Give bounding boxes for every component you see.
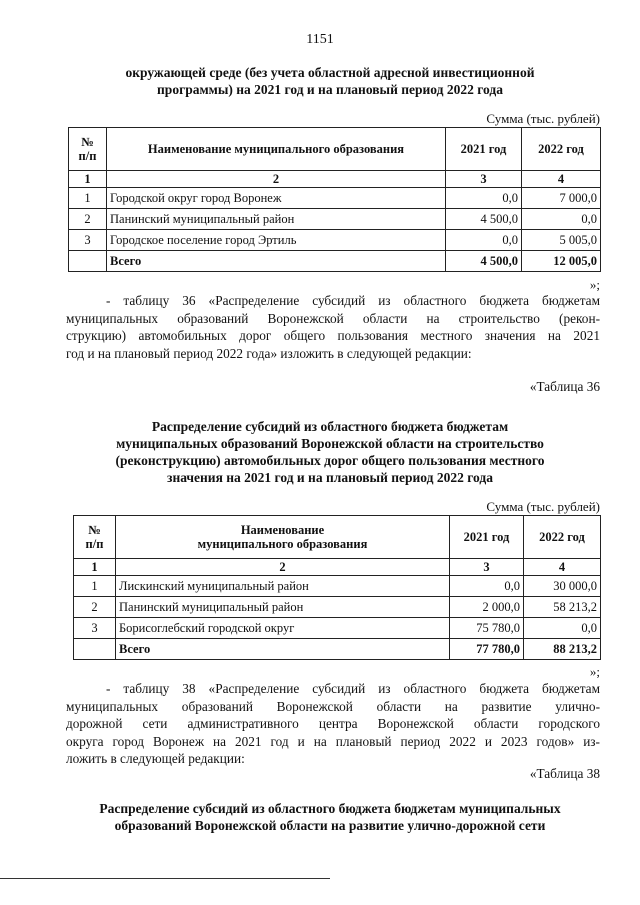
col-header-num: № п/п: [69, 128, 107, 171]
heading-line: значения на 2021 год и на плановый период 2022 года: [167, 470, 493, 485]
heading-line: (реконструкцию) автомобильных дорог общего пользования местного: [115, 453, 545, 468]
row-number: 1: [74, 576, 116, 597]
table1-heading: [70, 64, 590, 98]
col-header-name: Наименование муниципального образования: [116, 516, 450, 559]
paragraph-line: дорожной сети административного центра Воронежской области городского: [66, 716, 600, 732]
footer-rule: [0, 878, 330, 879]
row-name: Лискинский муниципальный район: [116, 576, 450, 597]
table-total-row: [74, 639, 601, 660]
table-row: [74, 576, 601, 597]
page-number: 1151: [306, 32, 334, 47]
col-header-num: № п/п: [74, 516, 116, 559]
table2-closing-quote: »;: [589, 664, 600, 679]
row-value-2022: 58 213,2: [524, 597, 601, 618]
row-name: Панинский муниципальный район: [116, 597, 450, 618]
paragraph-line: ложить в следующей редакции:: [66, 751, 245, 767]
table-index-row: [69, 171, 601, 188]
row-number: 2: [69, 209, 107, 230]
table-row: [69, 209, 601, 230]
row-value-2022: 7 000,0: [522, 188, 601, 209]
paragraph-line: - таблицу 38 «Распределение субсидий из областного бюджета бюджетам: [106, 681, 600, 696]
row-name: Городское поселение город Эртиль: [107, 230, 446, 251]
table-row: [69, 188, 601, 209]
index-cell: 2: [107, 171, 446, 188]
table-total-row: [69, 251, 601, 272]
index-cell: 3: [446, 171, 522, 188]
col-header-2021: 2021 год: [450, 516, 524, 559]
col-header-2022: 2022 год: [524, 516, 601, 559]
row-value-2022: 0,0: [524, 618, 601, 639]
total-value-2022: 88 213,2: [524, 639, 601, 660]
row-name: Борисоглебский городской округ: [116, 618, 450, 639]
total-label: Всего: [116, 639, 450, 660]
total-value-2021: 4 500,0: [446, 251, 522, 272]
row-value-2021: 75 780,0: [450, 618, 524, 639]
row-value-2021: 0,0: [446, 188, 522, 209]
row-name: Городской округ город Воронеж: [107, 188, 446, 209]
index-cell: 1: [69, 171, 107, 188]
row-value-2022: 0,0: [522, 209, 601, 230]
table2-units: Сумма (тыс. рублей): [486, 499, 600, 514]
row-value-2021: 2 000,0: [450, 597, 524, 618]
paragraph-line: - таблицу 36 «Распределение субсидий из областного бюджета бюджетам: [106, 293, 600, 308]
row-value-2022: 5 005,0: [522, 230, 601, 251]
paragraph-line: муниципальных образований Воронежской области на строительство (рекон-: [66, 310, 600, 326]
total-empty-cell: [74, 639, 116, 660]
heading-line: окружающей среде (без учета областной адресной инвестиционной: [125, 65, 535, 80]
table-row: [74, 618, 601, 639]
table-row: [69, 230, 601, 251]
heading-line: Распределение субсидий из областного бюджета бюджетам: [151, 419, 509, 434]
table-header-row: [74, 516, 601, 559]
index-cell: 4: [524, 559, 601, 576]
total-value-2021: 77 780,0: [450, 639, 524, 660]
index-cell: 3: [450, 559, 524, 576]
paragraph-table38: [66, 680, 600, 768]
row-number: 1: [69, 188, 107, 209]
heading-line: муниципальных образований Воронежской области на строительство: [116, 436, 544, 451]
row-value-2021: 0,0: [446, 230, 522, 251]
table2: [73, 515, 601, 660]
row-number: 3: [69, 230, 107, 251]
table1-closing-quote: »;: [589, 277, 600, 292]
heading-line: программы) на 2021 год и на плановый период 2022 года: [157, 82, 503, 97]
heading-line: образований Воронежской области на развитие улично-дорожной сети: [114, 818, 546, 833]
index-cell: 2: [116, 559, 450, 576]
col-header-2021: 2021 год: [446, 128, 522, 171]
table-index-row: [74, 559, 601, 576]
total-label: Всего: [107, 251, 446, 272]
table38-heading: [60, 800, 600, 834]
total-value-2022: 12 005,0: [522, 251, 601, 272]
paragraph-table36: [66, 292, 600, 362]
row-name: Панинский муниципальный район: [107, 209, 446, 230]
paragraph-line: муниципальных образований Воронежской области на развитие улично-: [66, 698, 600, 714]
table2-heading: [70, 418, 590, 486]
index-cell: 4: [522, 171, 601, 188]
col-header-2022: 2022 год: [522, 128, 601, 171]
paragraph-line: год и на плановый период 2022 года» изложить в следующей редакции:: [66, 345, 472, 361]
total-empty-cell: [69, 251, 107, 272]
paragraph-line: струкцию) автомобильных дорог общего пользования местного значения на 2021: [66, 328, 600, 344]
row-number: 3: [74, 618, 116, 639]
paragraph-line: округа город Воронеж на 2021 год и на плановый период 2022 и 2023 годов» из-: [66, 733, 600, 749]
heading-line: Распределение субсидий из областного бюджета бюджетам муниципальных: [99, 801, 561, 816]
row-number: 2: [74, 597, 116, 618]
table1: [68, 127, 601, 272]
row-value-2021: 4 500,0: [446, 209, 522, 230]
table-header-row: [69, 128, 601, 171]
table1-units: Сумма (тыс. рублей): [486, 111, 600, 126]
row-value-2021: 0,0: [450, 576, 524, 597]
table38-label: «Таблица 38: [529, 766, 600, 781]
table36-label: «Таблица 36: [529, 379, 600, 394]
index-cell: 1: [74, 559, 116, 576]
table-row: [74, 597, 601, 618]
row-value-2022: 30 000,0: [524, 576, 601, 597]
col-header-name: Наименование муниципального образования: [107, 128, 446, 171]
